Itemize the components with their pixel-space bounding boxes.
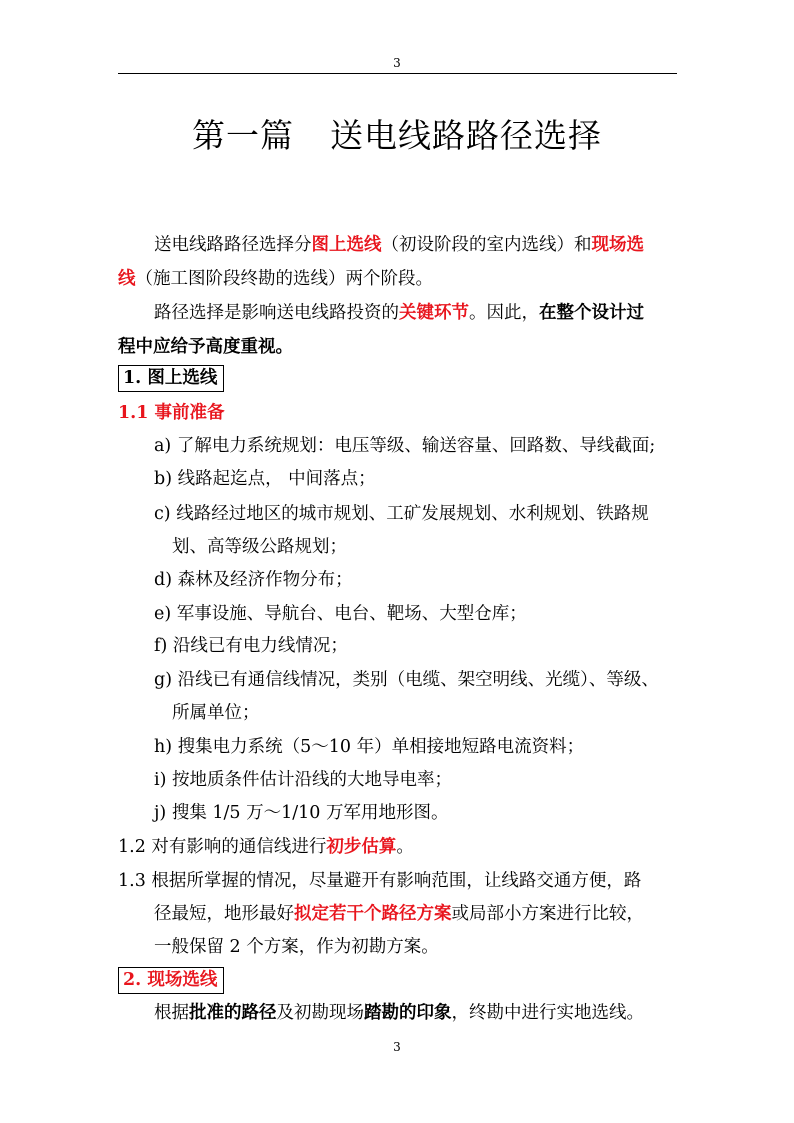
list-item: a) 了解电力系统规划：电压等级、输送容量、回路数、导线截面; bbox=[154, 436, 656, 456]
list-item-continuation: 划、高等级公路规划； bbox=[172, 537, 347, 557]
subsection-1-3-line-3: 一般保留 2 个方案，作为初勘方案。 bbox=[154, 937, 439, 957]
list-item: i) 按地质条件估计沿线的大地导电率； bbox=[154, 770, 452, 790]
intro-paragraph-2-line-1: 路径选择是影响送电线路投资的关键环节。因此，在整个设计过 bbox=[154, 303, 644, 323]
highlight-map-selection: 图上选线 bbox=[311, 235, 382, 255]
list-item: c) 线路经过地区的城市规划、工矿发展规划、水利规划、铁路规 bbox=[154, 504, 649, 524]
intro-paragraph-1-line-1: 送电线路路径选择分图上选线（初设阶段的室内选线）和现场选 bbox=[154, 235, 644, 255]
list-item: f) 沿线已有电力线情况； bbox=[154, 636, 348, 656]
list-item: e) 军事设施、导航台、电台、靶场、大型仓库； bbox=[154, 604, 527, 624]
subsection-1-2: 1.2 对有影响的通信线进行初步估算。 bbox=[118, 837, 414, 857]
highlight-preliminary-estimate: 初步估算 bbox=[326, 837, 397, 857]
highlight-field-selection-a: 现场选 bbox=[591, 235, 644, 255]
list-item-continuation: 所属单位； bbox=[172, 703, 260, 723]
list-item: b) 线路起迄点， 中间落点； bbox=[154, 469, 376, 489]
section-1-heading: 1. 图上选线 bbox=[118, 370, 224, 388]
list-item: d) 森林及经济作物分布； bbox=[154, 570, 353, 590]
list-item: j) 搜集 1/5 万～1/10 万军用地形图。 bbox=[154, 803, 449, 823]
subsection-1-3-line-2: 径最短，地形最好拟定若干个路径方案或局部小方案进行比较， bbox=[154, 904, 644, 924]
highlight-route-plans: 拟定若干个路径方案 bbox=[294, 904, 452, 924]
list-item: h) 搜集电力系统（5～10 年）单相接地短路电流资料； bbox=[154, 737, 585, 757]
highlight-key-link: 关键环节 bbox=[399, 303, 469, 323]
list-item: g) 沿线已有通信线情况，类别（电缆、架空明线、光缆）、等级、 bbox=[154, 670, 659, 690]
section-2-heading: 2. 现场选线 bbox=[118, 972, 224, 990]
final-paragraph: 根据批准的路径及初勘现场踏勘的印象，终勘中进行实地选线。 bbox=[154, 1003, 644, 1023]
footer-page-number: 3 bbox=[393, 1040, 401, 1054]
header-rule bbox=[118, 73, 677, 74]
subsection-1-3-line-1: 1.3 根据所掌握的情况，尽量避开有影响范围，让线路交通方便，路 bbox=[118, 871, 642, 891]
intro-paragraph-2-line-2: 程中应给予高度重视。 bbox=[118, 337, 293, 357]
title-part-2: 送电线路路径选择 bbox=[330, 116, 602, 155]
subsection-1-1-heading: 1.1 事前准备 bbox=[118, 403, 225, 423]
header-page-number: 3 bbox=[393, 56, 401, 70]
intro-paragraph-1-line-2: 线（施工图阶段终勘的选线）两个阶段。 bbox=[118, 269, 433, 289]
page-title bbox=[0, 110, 794, 157]
title-part-1: 第一篇 bbox=[192, 116, 294, 155]
highlight-field-selection-b: 线 bbox=[118, 269, 136, 289]
